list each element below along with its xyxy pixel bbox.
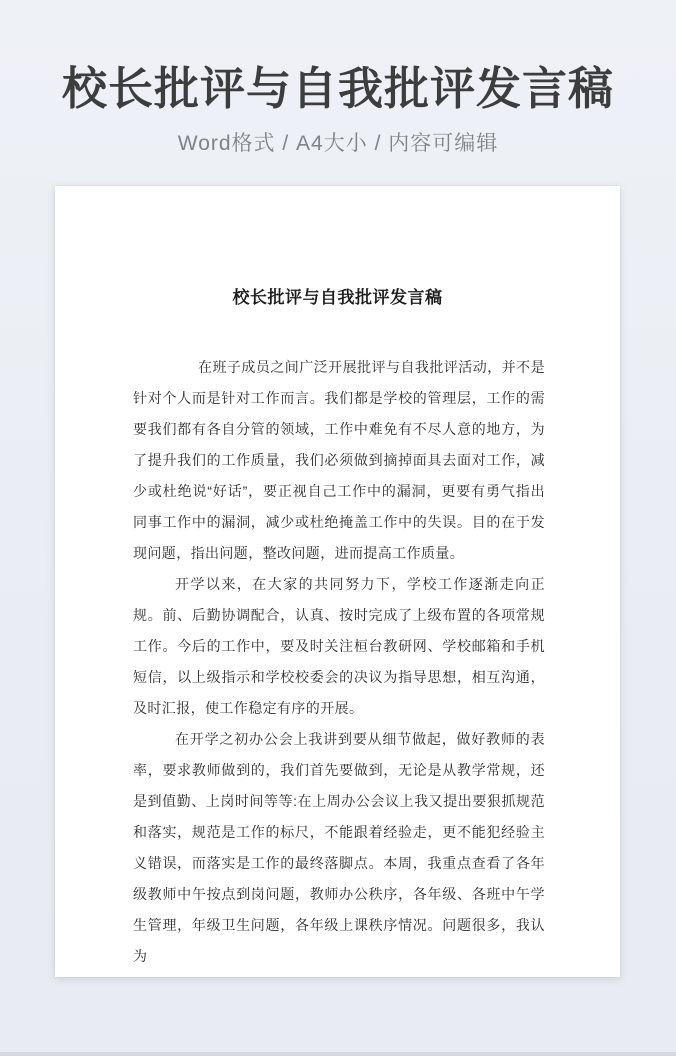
- document-paragraph: 在班子成员之间广泛开展批评与自我批评活动，并不是针对个人而是针对工作而言。我们都是学校的管理层，工作的需要我们都有各自分管的领域，工作中难免有不尽人意的地方，为了提升我们的工作质量，我们必须做到摘掉面具去面对工作，减少或杜绝说“好话”，要正视自己工作中的漏洞，更要有勇气指出同事工作中的漏洞，减少或杜绝掩盖工作中的失误。目的在于发现问题，指出问题，整改问题，进而提高工作质量。: [133, 359, 545, 561]
- preview-header: [0, 62, 676, 157]
- document-preview-card: [55, 186, 620, 977]
- page-subtitle: Word格式 / A4大小 / 内容可编辑: [177, 132, 499, 155]
- document-paragraph: 在开学之初办公会上我讲到要从细节做起，做好教师的表率，要求教师做到的，我们首先要做到，无论是从教学常规，还是到值勤、上岗时间等等:在上周办公会议上我又提出要狠抓规范和落实，规范是工作的标尺，不能跟着经验走，更不能犯经验主义错误，而落实是工作的最终落脚点。本周，我重点查看了各年级教师中午按点到岗问题，教师办公秩序，各年级、各班中午学生管理，年级卫生问题，各年级上课秩序情况。问题很多，我认为: [133, 731, 545, 964]
- document-paragraph: 开学以来，在大家的共同努力下，学校工作逐渐走向正规。前、后勤协调配合，认真、按时完成了上级布置的各项常规工作。今后的工作中，要及时关注桓台教研网、学校邮箱和手机短信，以上级指示和学校校委会的决议为指导思想，相互沟通，及时汇报，使工作稳定有序的开展。: [133, 576, 545, 716]
- page-title: 校长批评与自我批评发言稿: [61, 63, 614, 114]
- document-title: 校长批评与自我批评发言稿: [232, 288, 443, 307]
- document-body: [55, 352, 620, 972]
- bottom-edge-divider: [0, 1052, 676, 1056]
